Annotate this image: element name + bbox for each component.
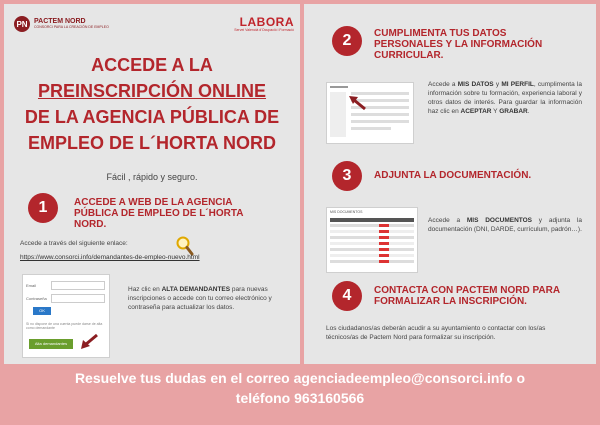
right-panel	[304, 4, 596, 364]
footer-line-2: teléfono 963160566	[235, 390, 365, 406]
title-line-1: ACCEDE A LA	[91, 55, 213, 75]
step-2-number: 2	[332, 26, 362, 56]
magnifier-icon	[176, 236, 194, 256]
tagline: Fácil , rápido y seguro.	[106, 172, 198, 182]
agency-link[interactable]: https://www.consorci.info/demandantes-de-empleo-nuevo.html	[20, 254, 200, 261]
arrow-icon	[79, 333, 99, 351]
title-line-4: EMPLEO DE L´HORTA NORD	[28, 133, 276, 153]
pactem-nord-logo	[14, 16, 109, 32]
step-3-heading: ADJUNTA LA DOCUMENTACIÓN.	[374, 170, 532, 181]
step-4-number: 4	[332, 281, 362, 311]
step-1-description: Haz clic en ALTA DEMANDANTES para nuevas inscripciones o accede con tu correo electrónico y contraseña para actualizar los datos.	[128, 286, 272, 311]
step-4-heading: CONTACTA CON PACTEM NORD PARA FORMALIZAR LA INSCRIPCIÓN.	[374, 285, 560, 307]
step-3-number: 3	[332, 161, 362, 191]
login-email-field[interactable]	[51, 281, 105, 290]
register-button[interactable]: Alta demandantes	[29, 339, 73, 349]
labora-subtitle: Servei Valencià d'Ocupació i Formació	[234, 28, 294, 32]
login-email-label: Email	[26, 283, 37, 288]
pactem-nord-name: PACTEM NORD	[34, 18, 86, 26]
step-2-description: Accede a MIS DATOS y MI PERFIL, cumplimenta la información sobre tu formación, experiencia laboral y otros datos de interés. Para guardar la información haz clic en ACEPTAR Y GRABAR.	[428, 81, 582, 115]
login-password-field[interactable]	[51, 294, 105, 303]
step-4-description: Los ciudadanos/as deberán acudir a su ayuntamiento o contactar con los/as técnicos/as de Pactem Nord para formalizar su inscripción.	[326, 325, 546, 341]
login-ok-button[interactable]: OK	[33, 307, 51, 315]
footer-line-1: Resuelve tus dudas en el correo agenciadeempleo@consorci.info o	[74, 370, 526, 386]
login-forgot-text: Si no dispone de una cuenta puede darse de alta como demandante	[26, 322, 103, 330]
labora-logo	[234, 16, 294, 32]
page-title	[8, 52, 296, 156]
pactem-nord-mark: PN	[14, 16, 30, 32]
login-password-label: Contraseña	[26, 296, 47, 301]
labora-name: LABORA	[239, 15, 294, 29]
left-panel	[4, 4, 300, 364]
step-2-heading: CUMPLIMENTA TUS DATOS PERSONALES Y LA INFORMACIÓN CURRICULAR.	[374, 28, 543, 61]
step-1-heading: ACCEDE A WEB DE LA AGENCIA PÚBLICA DE EMPLEO DE L´HORTA NORD.	[74, 197, 244, 230]
title-line-2: PREINSCRIPCIÓN ONLINE	[37, 81, 267, 101]
documents-screenshot	[326, 207, 418, 273]
pactem-nord-subtitle: CONSORCI PARA LA CREACIÓN DE EMPLEO	[34, 25, 109, 30]
title-line-3: DE LA AGENCIA PÚBLICA DE	[24, 107, 280, 127]
documents-shot-title: MIS DOCUMENTOS	[330, 210, 363, 214]
login-screenshot	[22, 274, 110, 358]
step-1-access-text: Accede a través del siguiente enlace:	[20, 240, 128, 247]
step-1-number: 1	[28, 193, 58, 223]
step-3-description: Accede a MIS DOCUMENTOS y adjunta la documentación (DNI, DARDE, currículum, padrón…).	[428, 217, 582, 233]
profile-screenshot	[326, 82, 414, 144]
footer	[0, 368, 600, 408]
arrow-icon	[347, 95, 367, 111]
